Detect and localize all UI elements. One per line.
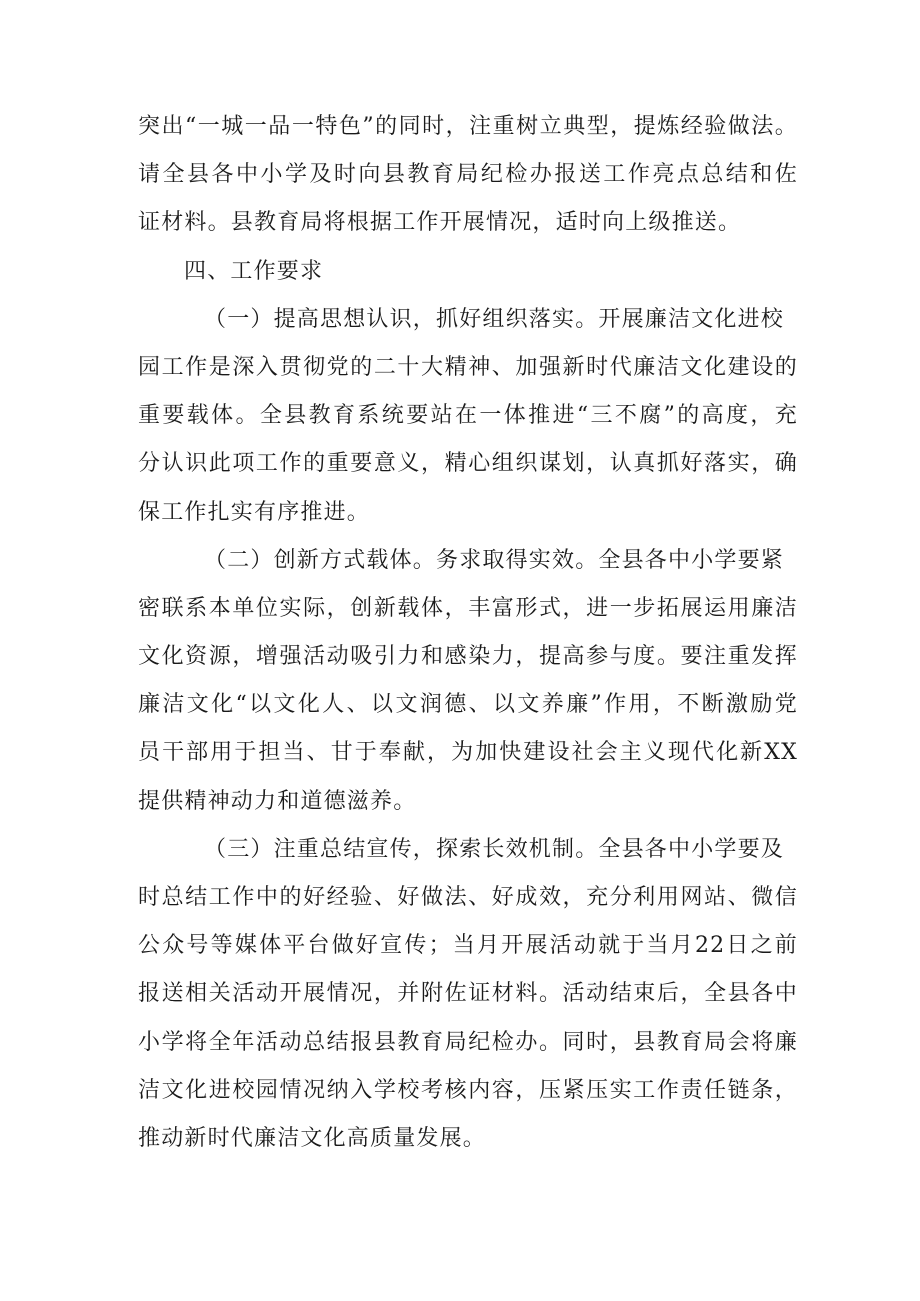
paragraph-line: 员干部用于担当、甘于奉献，为加快建设社会主义现代化新XX <box>138 740 798 766</box>
paragraph-line: 洁文化进校园情况纳入学校考核内容，压紧压实工作责任链条， <box>138 1077 798 1103</box>
paragraph-line: 证材料。县教育局将根据工作开展情况，适时向上级推送。 <box>138 210 742 236</box>
document-body <box>138 103 798 1163</box>
paragraph-line: 公众号等媒体平台做好宣传；当月开展活动就于当月22日之前 <box>138 933 798 959</box>
paragraph-line: （三）注重总结宣传，探索长效机制。全县各中小学要及 <box>204 836 785 862</box>
section-heading: 四、工作要求 <box>184 258 324 284</box>
paragraph-line: （二）创新方式载体。务求取得实效。全县各中小学要紧 <box>204 547 785 573</box>
paragraph-line: 文化资源，增强活动吸引力和感染力，提高参与度。要注重发挥 <box>138 644 798 670</box>
paragraph-line: （一）提高思想认识，抓好组织落实。开展廉洁文化进校 <box>204 306 785 332</box>
paragraph-line: 请全县各中小学及时向县教育局纪检办报送工作亮点总结和佐 <box>138 162 798 188</box>
paragraph-line: 推动新时代廉洁文化高质量发展。 <box>138 1125 487 1151</box>
paragraph-line: 分认识此项工作的重要意义，精心组织谋划，认真抓好落实，确 <box>138 451 798 477</box>
paragraph-line: 时总结工作中的好经验、好做法、好成效，充分利用网站、微信 <box>138 885 798 910</box>
paragraph-line: 保工作扎实有序推进。 <box>138 499 371 525</box>
paragraph-line: 园工作是深入贯彻党的二十大精神、加强新时代廉洁文化建设的 <box>138 354 798 380</box>
paragraph-line: 密联系本单位实际，创新载体，丰富形式，进一步拓展运用廉洁 <box>138 595 798 621</box>
paragraph-line: 提供精神动力和道德滋养。 <box>138 788 417 814</box>
paragraph-line: 报送相关活动开展情况，并附佐证材料。活动结束后，全县各中 <box>138 981 798 1007</box>
paragraph-line: 廉洁文化“以文化人、以文润德、以文养廉”作用，不断激励党 <box>138 692 798 718</box>
paragraph-line: 突出“一城一品一特色”的同时，注重树立典型，提炼经验做法。 <box>138 114 798 139</box>
paragraph-line: 重要载体。全县教育系统要站在一体推进“三不腐”的高度，充 <box>138 403 798 429</box>
paragraph-line: 小学将全年活动总结报县教育局纪检办。同时，县教育局会将廉 <box>138 1029 798 1055</box>
